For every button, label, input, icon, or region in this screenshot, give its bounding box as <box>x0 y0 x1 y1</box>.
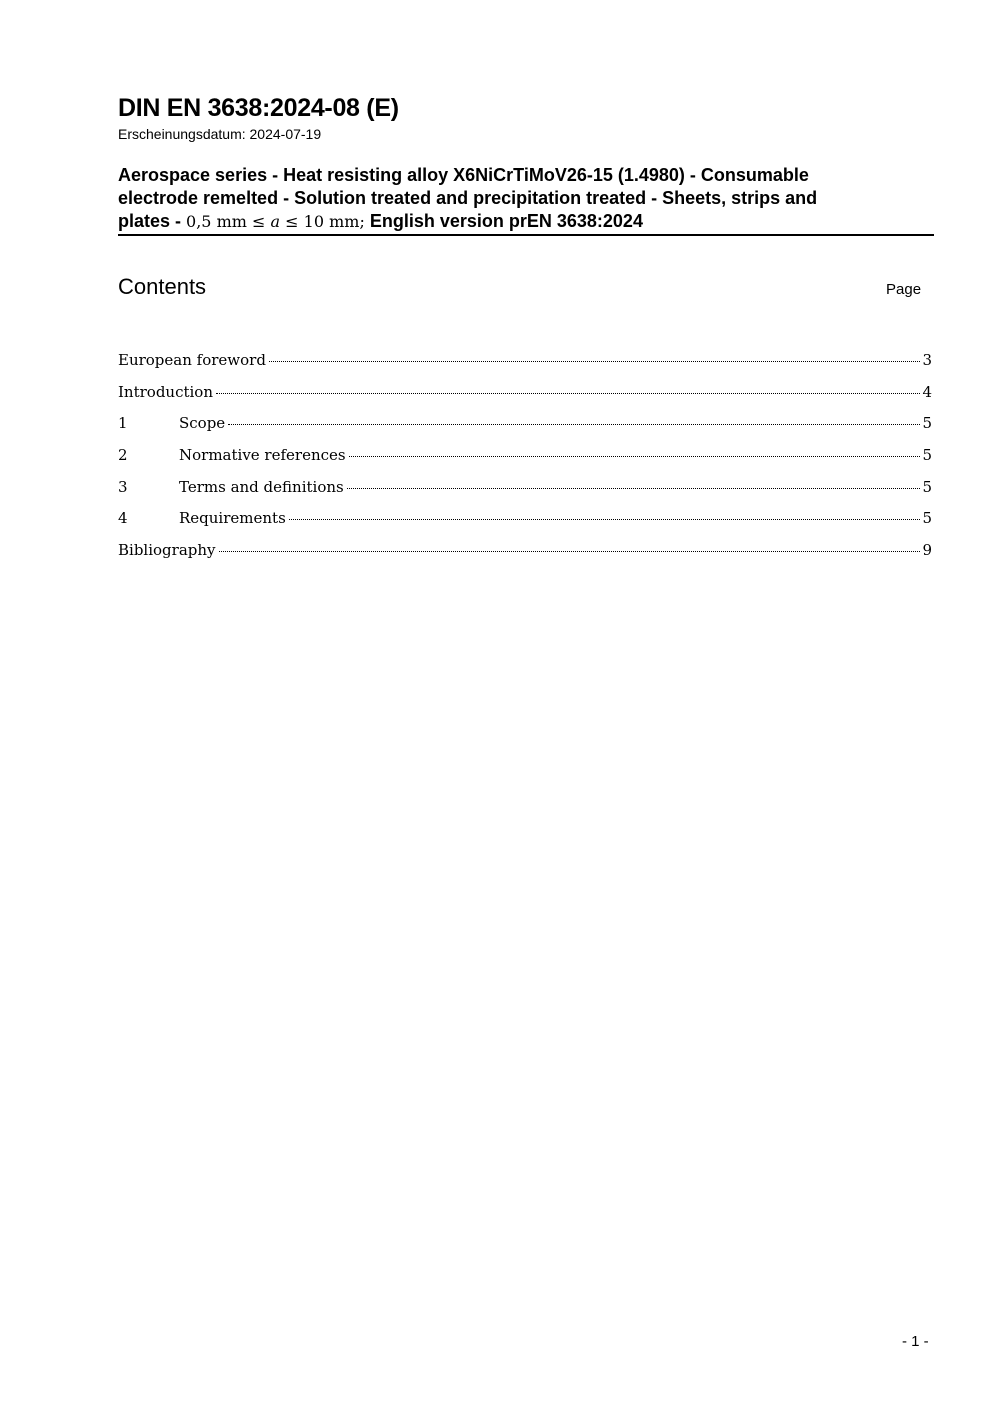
toc-entry-page: 9 <box>922 541 932 560</box>
issue-date: Erscheinungsdatum: 2024-07-19 <box>118 126 322 142</box>
formula-leq-1: ≤ <box>252 212 266 231</box>
toc-entry-bibliography[interactable] <box>118 538 932 570</box>
toc-entry-title: Normative references <box>179 446 346 465</box>
title-line-2: electrode remelted - Solution treated and precipitation treated - Sheets, strips and <box>118 188 818 208</box>
formula-high-value: 10 mm <box>303 212 360 231</box>
toc-entry-scope[interactable] <box>118 411 932 443</box>
title-line-1: Aerospace series - Heat resisting alloy X6NiCrTiMoV26-15 (1.4980) - Consumable <box>118 165 809 185</box>
toc-entry-title: Bibliography <box>118 541 216 560</box>
toc-entry-title: Requirements <box>179 509 286 528</box>
toc-entry-normative-references[interactable] <box>118 443 932 475</box>
document-title <box>118 164 934 236</box>
toc-leader-dots <box>228 424 920 425</box>
toc-entry-page: 4 <box>922 382 932 401</box>
toc-entry-introduction[interactable] <box>118 380 932 412</box>
toc-entry-number: 4 <box>118 509 128 528</box>
formula-low-value: 0,5 mm <box>186 212 247 231</box>
toc-entry-page: 5 <box>922 446 932 465</box>
toc-leader-dots <box>289 519 921 520</box>
toc-entry-title: Terms and definitions <box>179 477 344 496</box>
toc-entry-page: 3 <box>922 351 932 369</box>
toc-leader-dots <box>269 361 921 362</box>
title-line-3-prefix: plates - <box>118 211 187 231</box>
toc-leader-dots <box>349 456 921 457</box>
toc-entry-title: Introduction <box>118 382 213 401</box>
toc-entry-page: 5 <box>922 414 932 433</box>
page-column-heading: Page <box>886 281 922 298</box>
toc-entry-title: European foreword <box>118 351 266 369</box>
page-number: - 1 - <box>902 1333 929 1350</box>
thickness-range-formula <box>186 212 365 231</box>
contents-heading: Contents <box>118 274 207 299</box>
title-line-3-suffix: English version prEN 3638:2024 <box>364 211 643 231</box>
toc-leader-dots <box>219 551 921 552</box>
formula-leq-2: ≤ <box>285 212 299 231</box>
toc-entry-title: Scope <box>179 414 226 433</box>
title-line-3 <box>118 210 934 233</box>
formula-end: ; <box>359 212 365 231</box>
toc-entry-requirements[interactable] <box>118 506 932 538</box>
toc-entry-number: 1 <box>118 414 128 433</box>
table-of-contents <box>118 348 932 570</box>
toc-entry-european-foreword[interactable] <box>118 348 932 380</box>
toc-leader-dots <box>216 393 920 394</box>
toc-entry-page: 5 <box>922 509 932 528</box>
document-id: DIN EN 3638:2024-08 (E) <box>118 94 399 122</box>
toc-entry-number: 2 <box>118 446 128 465</box>
formula-variable: a <box>270 212 281 231</box>
toc-entry-page: 5 <box>922 477 932 496</box>
toc-entry-number: 3 <box>118 477 128 496</box>
toc-entry-terms-and-definitions[interactable] <box>118 475 932 507</box>
toc-leader-dots <box>347 488 921 489</box>
